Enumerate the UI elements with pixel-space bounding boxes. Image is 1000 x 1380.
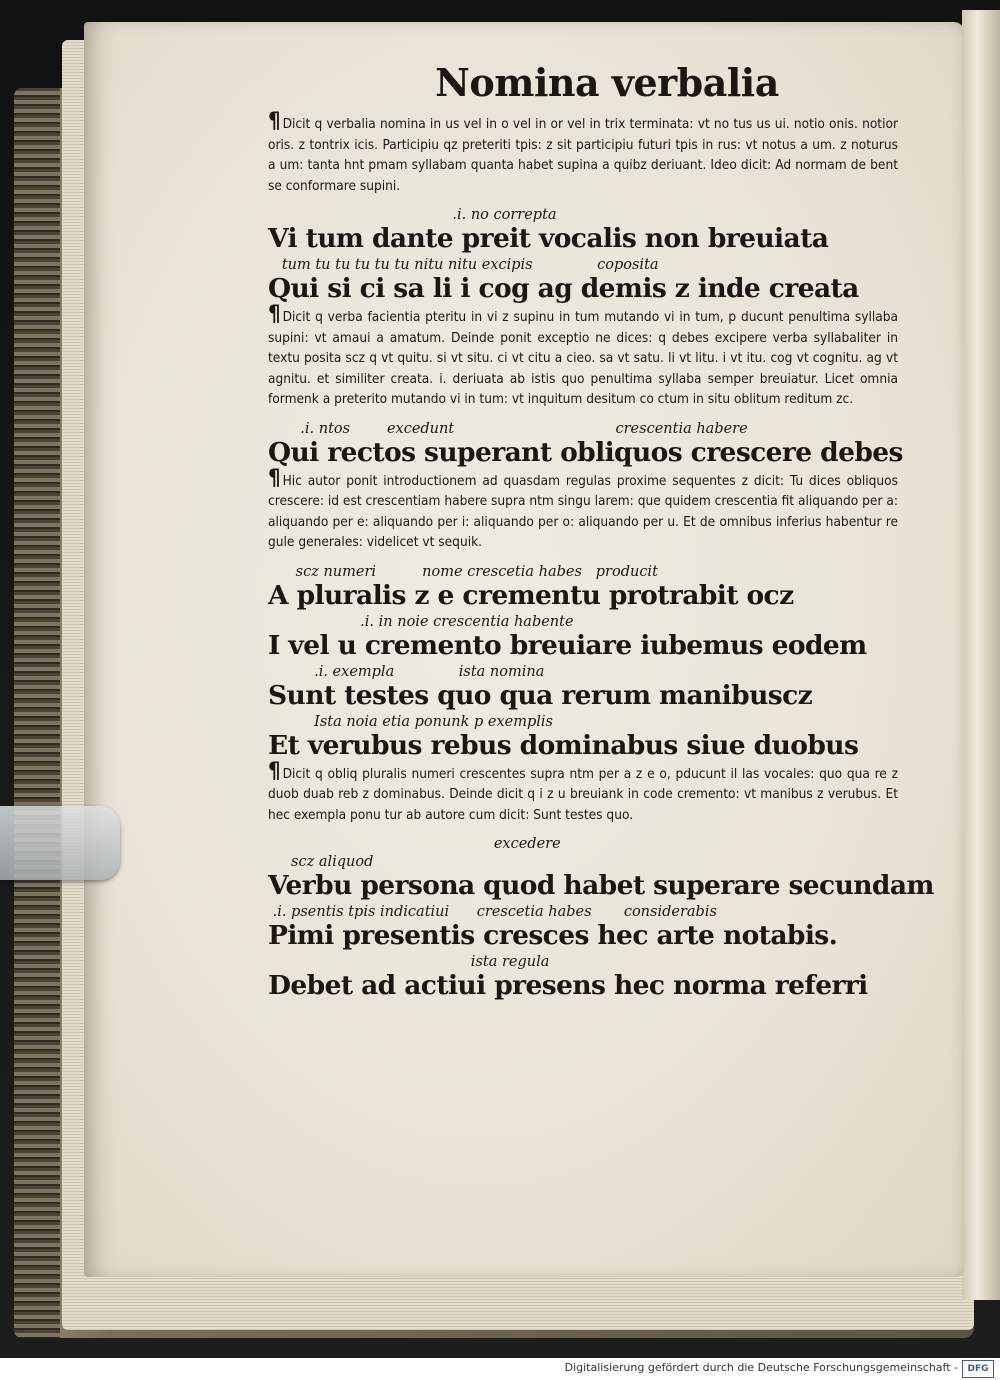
interlinear-gloss: .i. psentis tpis indicatiui crescetia habes considerabis	[268, 904, 717, 920]
commentary-paragraph	[268, 302, 898, 410]
verse-line: Pimi presentis cresces hec arte notabis.	[268, 920, 838, 951]
page-clip	[0, 806, 120, 880]
verse-line: I vel u cremento breuiare iubemus eodem	[268, 629, 867, 661]
page-text	[268, 60, 934, 1003]
verse-line: Et verubus rebus dominabus siue duobus	[268, 729, 859, 761]
interlinear-gloss: .i. exempla ista nomina	[268, 663, 545, 680]
interlinear-gloss: tum tu tu tu tu tu nitu nitu excipis coposita	[268, 257, 659, 273]
verse-line: Sunt testes quo qua rerum manibuscz	[268, 679, 813, 711]
interlinear-gloss: scz numeri nome crescetia habes producit	[268, 563, 658, 580]
facing-pages-edge	[962, 10, 1000, 1300]
verse-line: Qui si ci sa li i cog ag demis z inde creata	[268, 273, 859, 304]
verse-line: Qui rectos superant obliquos crescere debes	[268, 436, 903, 468]
verse-line: Debet ad actiui presens hec norma referri	[268, 970, 868, 1001]
paragraph-mark-icon: ¶	[268, 109, 281, 134]
funding-credit: Digitalisierung gefördert durch die Deutsche Forschungsgemeinschaft -	[564, 1361, 958, 1374]
commentary-paragraph	[268, 465, 898, 553]
interlinear-gloss: .i. ntos excedunt crescentia habere	[268, 420, 748, 437]
paragraph-mark-icon: ¶	[268, 465, 281, 491]
commentary-text: Hic autor ponit introductionem ad quasdam regulas proxime sequentes z dicit: Tu dices obliquos crescere: id est crescentiam habere supra ntm singu larem: que quidem crescentia fit aliquando per a: aliquando per e: aliquando per i: aliquando per o: aliquando per u. Et de omnibus inferius habentur re gule generales: videlicet vt sequik.	[268, 472, 898, 550]
book-edge	[14, 88, 60, 1338]
commentary-text: Dicit q verbalia nomina in us vel in o vel in or vel in trix terminata: vt no tus us ui. notio onis. notior oris. z tontrix icis. Participiu qz preteriti tpis: z sit participiu futuri tpis in rus: vt notus a um. z noturus a um: tanta hnt pmam syllabam quanta habet supina a quibz deriuant. Ideo dicit: Ad normam de bent se conformare supini.	[268, 116, 898, 194]
footer-bar	[0, 1358, 1000, 1380]
text-blocks	[268, 109, 934, 1001]
commentary-paragraph	[268, 758, 898, 826]
interlinear-gloss: .i. no correpta	[268, 207, 557, 223]
commentary-text: Dicit q verba facientia pteritu in vi z supinu in tum mutando vi in tum, p ducunt penultima syllaba supini: vt amaui a amatum. Deinde ponit exceptio ne dices: q debes excipere verba syllabaliter in textu posita scz q vt quitu. si vt situ. ci vt citu a cieo. sa vt satu. li vt litu. i vt itu. cog vt cognitu. ag vt agnitu. et similiter creata. i. deriuata ab istis quo penultima syllaba semper breuiatur. Licet omnia formenk a preterito mutando vi in tum: vt inquitum desitum co ctum in situ oblitum reditum zc.	[268, 309, 898, 407]
interlinear-gloss: Ista noia etia ponunk p exemplis	[268, 713, 554, 730]
page-heading: Nomina verbalia	[435, 60, 779, 105]
verse-line: Verbu persona quod habet superare secundam	[268, 870, 934, 901]
interlinear-gloss: ista regula	[268, 954, 550, 970]
verse-line: A pluralis z e crementu protrabit ocz	[268, 579, 794, 611]
paragraph-mark-icon: ¶	[268, 302, 281, 327]
paragraph-mark-icon: ¶	[268, 758, 281, 784]
interlinear-gloss: .i. in noie crescentia habente	[268, 613, 574, 630]
dfg-logo: DFG	[962, 1360, 994, 1378]
interlinear-gloss: excedere scz aliquod	[291, 836, 561, 870]
verse-line: Vi tum dante preit vocalis non breuiata	[268, 223, 829, 254]
commentary-paragraph	[268, 109, 898, 196]
commentary-text: Dicit q obliq pluralis numeri crescentes supra ntm per a z e o, pducunt il las vocales: quo qua re z duob duab reb z dominabus. Deinde dicit q i z u breuiank in code cremento: vt manibus z verubus. Et hec exempla ponu tur ab autore cum dicit: Sunt testes quo.	[268, 765, 898, 823]
